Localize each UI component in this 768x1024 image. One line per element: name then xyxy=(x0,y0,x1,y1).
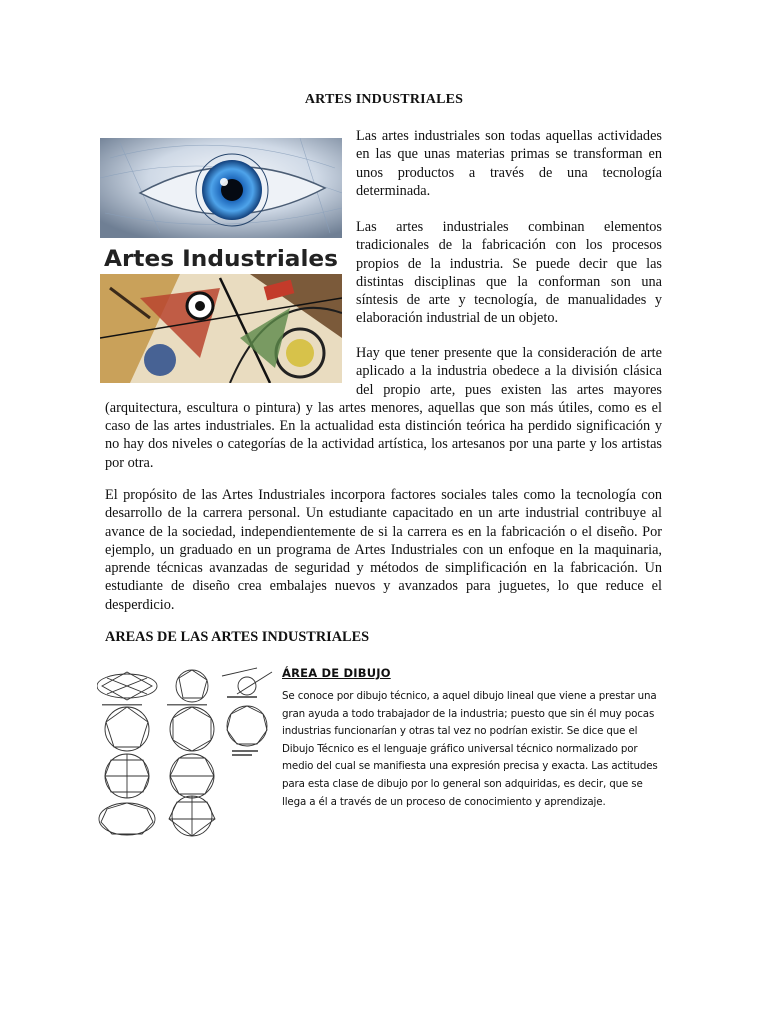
area-dibujo-text: Se conoce por dibujo técnico, a aquel dibujo lineal que viene a prestar una gran ayuda a todo trabajador de la industria; puesto que sin él muy pocas industrias funcionarían y otras tal vez no podrían existir. Se dice que el Dibujo Técnico es el lenguaje gráfico universal técnico normalizado por medio del cual se manifiesta una expresión precisa y exacta. Las actitudes para esta clase de dibujo por lo general son adquiridas, es decir, que se llega a él a través de un proceso de conocimiento y aprendizaje. xyxy=(282,690,658,808)
intro-paragraph: Las artes industriales son todas aquellas actividades en las que unas materias primas se transforman en unos productos a través de una tecnología determinada. xyxy=(356,128,662,199)
paragraph-arte-aplicado xyxy=(105,344,662,472)
paragraph-arte-aplicado-rest: (arquitectura, escultura o pintura) y las artes menores, aquellas que son más útiles, como es el caso de las artes industriales. En la actualidad esta distinción teórica ha perdido significación y no hay dos niveles o categorías de la actividad artística, los artesanos por una parte y los artistas por otra. xyxy=(105,399,662,471)
technical-drawing-polygons-image xyxy=(97,664,275,840)
hero-banner-text: Artes Industriales xyxy=(104,246,338,272)
paragraph-proposito: El propósito de las Artes Industriales incorpora factores sociales tales como la tecnología con desarrollo de la carrera personal. Un estudiante capacitado en un arte industrial contribuye al avance de la sociedad, independientemente de si la carrera es en la fabricación o el diseño. Por ejemplo, un graduado en un programa de Artes Industriales con un enfoque en la maquinaria, aprende técnicas avanzadas de seguridad y métodos de simplificación en la fabricación. Un estudiante de diseño crea embalajes nuevos y avanzados para juguetes, lo que reduce el desperdicio. xyxy=(105,487,662,613)
section-title-areas: AREAS DE LAS ARTES INDUSTRIALES xyxy=(105,629,370,645)
paragraph-arte-aplicado-start: Hay que tener presente que la consideración de arte aplicado a la industria obedece a la división clásica del propio arte, pues existen las artes mayores xyxy=(356,345,662,398)
page-title: ARTES INDUSTRIALES xyxy=(304,92,464,107)
area-dibujo-heading: ÁREA DE DIBUJO xyxy=(282,666,391,680)
paragraph-combinan: Las artes industriales combinan elementos tradicionales de la fabricación con los procesos propios de la industria. Se puede decir que las distintas disciplinas que la conforman son una síntesis de arte y tecnología, de manualidades y elaboración industrial de un objeto. xyxy=(356,219,662,327)
